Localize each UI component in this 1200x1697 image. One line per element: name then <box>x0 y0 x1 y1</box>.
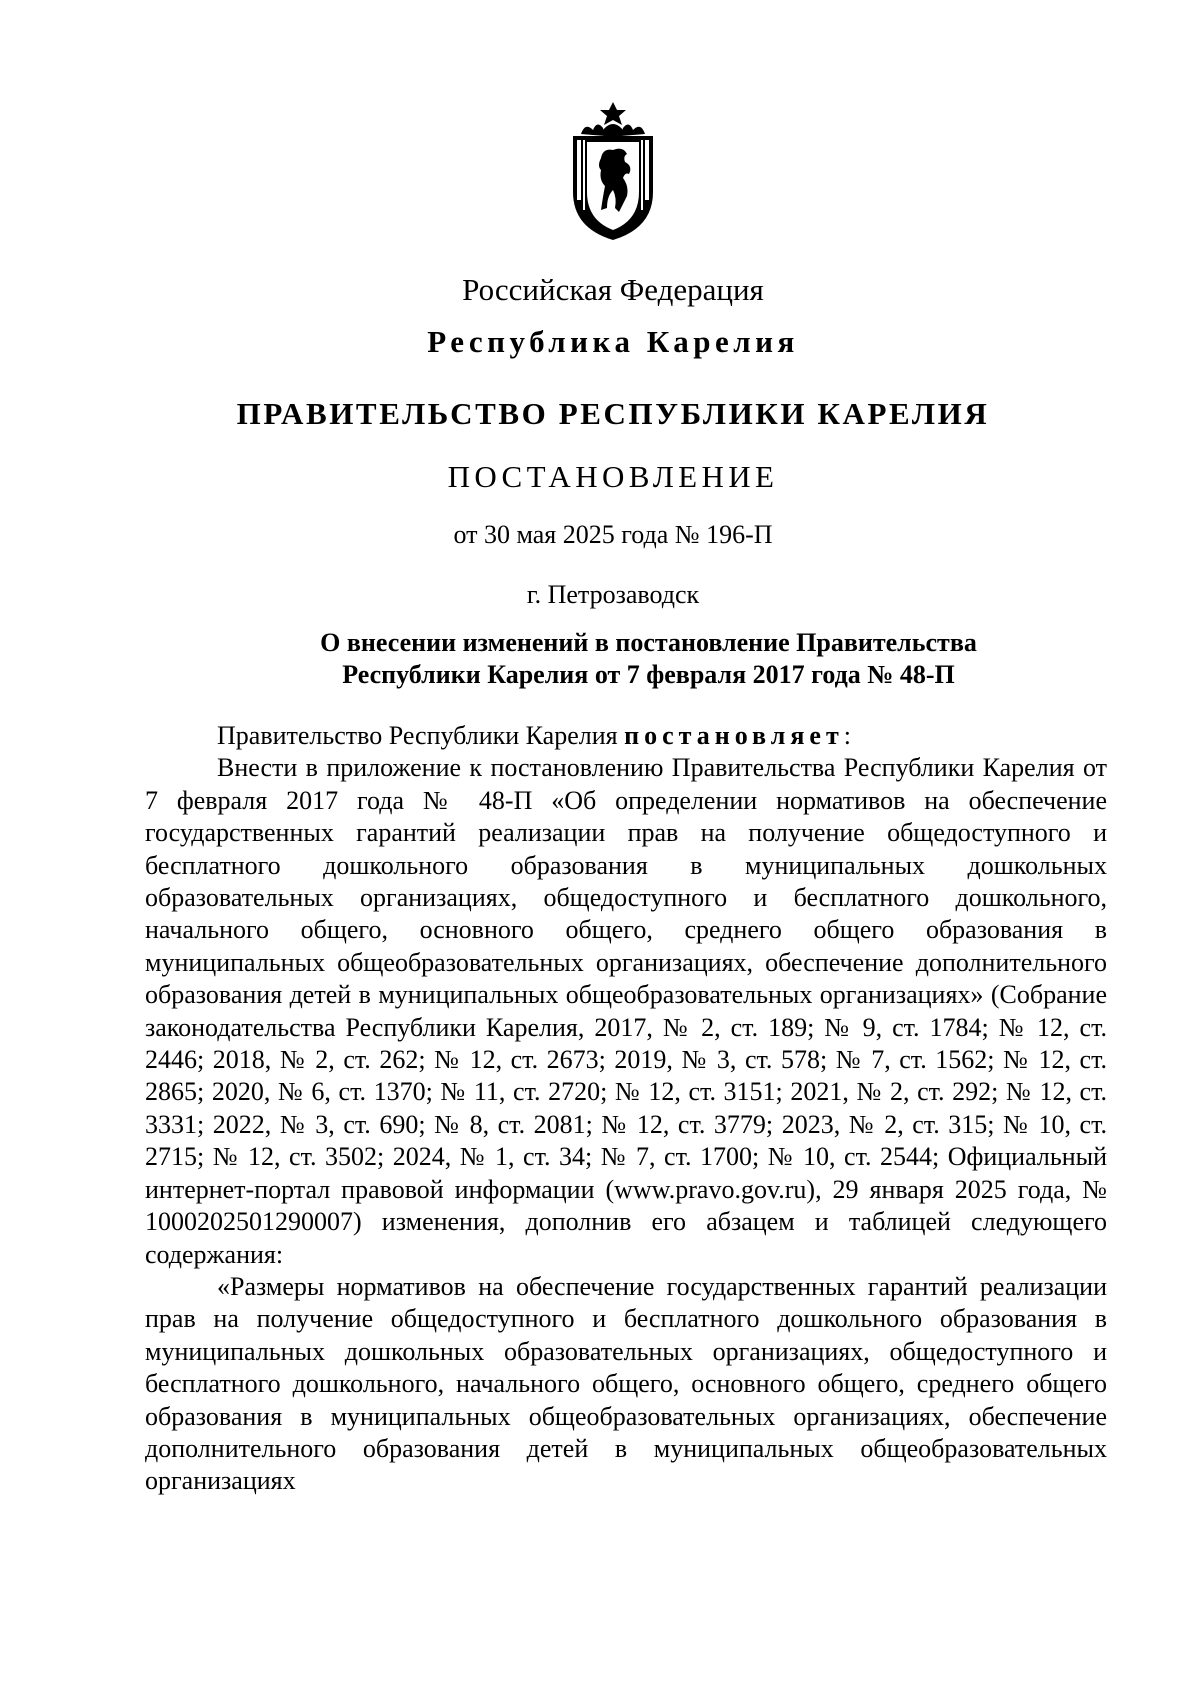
paragraph-main: Внести в приложение к постановлению Правительства Республики Карелия от 7 февраля 2017 года № 48-П «Об определении нормативов на обеспечение государственных гарантий реализации прав на получение общедоступного и бесплатного дошкольного образования в муниципальных дошкольных образовательных организациях, общедоступного и бесплатного дошкольного, начального общего, основного общего, среднего общего образования в муниципальных общеобразовательных организациях, обеспечение дополнительного образования детей в муниципальных общеобразовательных организациях» (Собрание законодательства Республики Карелия, 2017, № 2, ст. 189; № 9, ст. 1784; № 12, ст. 2446; 2018, № 2, ст. 262; № 12, ст. 2673; 2019, № 3, ст. 578; № 7, ст. 1562; № 12, ст. 2865; 2020, № 6, ст. 1370; № 11, ст. 2720; № 12, ст. 3151; 2021, № 2, ст. 292; № 12, ст. 3331; 2022, № 3, ст. 690; № 8, ст. 2081; № 12, ст. 3779; 2023, № 2, ст. 315; № 10, ст. 2715; № 12, ст. 3502; 2024, № 1, ст. 34; № 7, ст. 1700; № 10, ст. 2544; Официальный интернет-портал правовой информации (www.pravo.gov.ru), 29 января 2025 года, № 1000202501290007) изменения, дополнив его абзацем и таблицей следующего содержания: <box>145 753 1107 1269</box>
subject-line-2: Республики Карелия от 7 февраля 2017 года № 48-П <box>342 660 955 689</box>
coat-of-arms-emblem <box>563 100 663 242</box>
shield-stripe <box>641 140 643 210</box>
paragraph-quote: «Размеры нормативов на обеспечение государственных гарантий реализации прав на получение общедоступного и бесплатного дошкольного образования в муниципальных дошкольных образовательных организациях, общедоступного и бесплатного дошкольного, начального общего, основного общего, среднего общего образования в муниципальных общеобразовательных организациях, обеспечение дополнительного образования детей в муниципальных общеобразовательных организациях <box>145 1271 1107 1496</box>
document-body <box>145 720 1107 1498</box>
shield-stripe <box>577 140 581 200</box>
preamble-paragraph <box>145 720 1107 752</box>
republic-name: Республика Карелия <box>427 324 799 359</box>
document-city: г. Петрозаводск <box>526 580 700 609</box>
star-shape <box>600 102 626 125</box>
preamble-end: : <box>843 721 851 750</box>
shield-stripe <box>583 140 585 210</box>
preamble-verb: постановляет <box>624 721 844 750</box>
document-date-number: от 30 мая 2025 года № 196-П <box>453 520 773 549</box>
preamble-text: Правительство Республики Карелия <box>217 721 618 750</box>
document-type: ПОСТАНОВЛЕНИЕ <box>447 459 779 494</box>
government-name: ПРАВИТЕЛЬСТВО РЕСПУБЛИКИ КАРЕЛИЯ <box>236 396 990 431</box>
shield-top-center <box>603 124 623 138</box>
shield-stripe <box>645 140 649 200</box>
country-name: Российская Федерация <box>462 272 764 307</box>
shield-top-flame-left <box>581 124 605 136</box>
subject-line-1: О внесении изменений в постановление Правительства <box>320 628 977 657</box>
shield-top-flame-right <box>621 124 645 136</box>
